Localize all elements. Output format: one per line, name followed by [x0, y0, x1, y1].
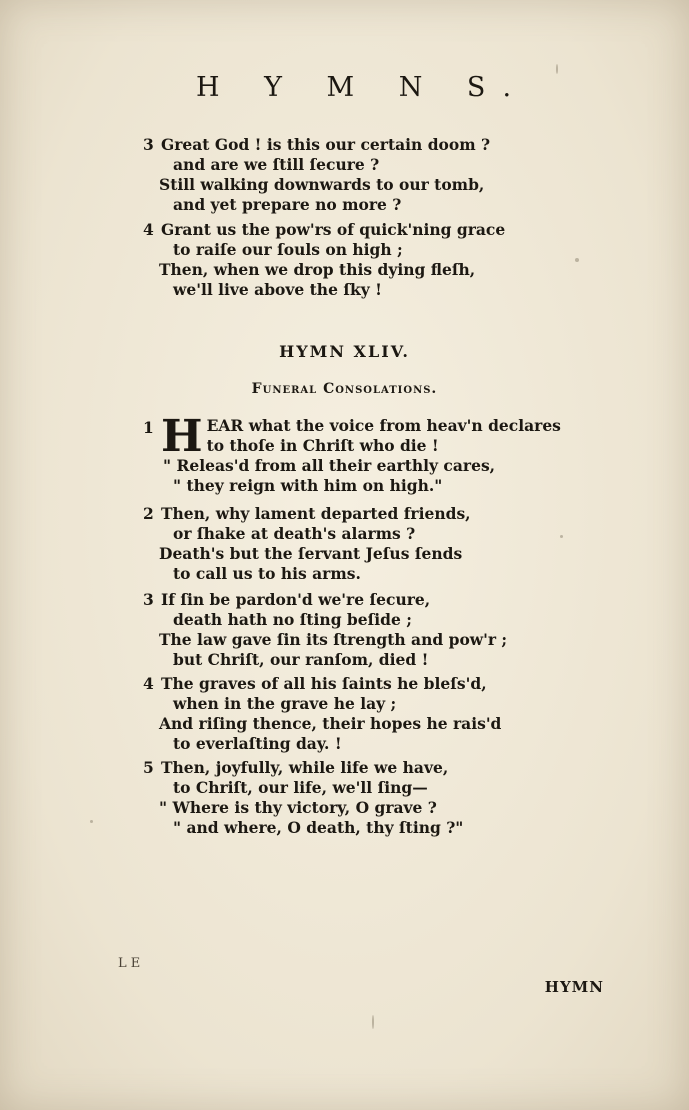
stanza-number: 4 — [143, 674, 154, 693]
stanza-3 — [143, 590, 507, 670]
stanza-line: Then, joyfully, while life we have, — [161, 758, 449, 777]
stanza-5 — [143, 758, 463, 838]
stanza-line: and yet prepare no more ? — [173, 195, 402, 214]
stanza-line: but Chriſt, our ranſom, died ! — [173, 650, 429, 669]
stanza-line: to Chriſt, our life, we'll ſing— — [173, 778, 428, 797]
stanza-line: EAR what the voice from heav'n declares — [206, 416, 561, 435]
stanza-2 — [143, 504, 471, 584]
stanza-number: 1 — [143, 418, 154, 437]
stanza-line: If ſin be pardon'd we're ſecure, — [161, 590, 431, 609]
stanza-line: " and where, O death, thy ſting ?" — [173, 818, 464, 837]
stanza-line: death hath no ſting beſide ; — [173, 610, 413, 629]
stanza-line: The graves of all his ſaints he bleſs'd, — [161, 674, 487, 693]
stanza-number: 3 — [143, 590, 154, 609]
stanza-line: we'll live above the ſky ! — [173, 280, 382, 299]
paper-speck — [575, 258, 579, 262]
stanza-line: Then, when we drop this dying fleſh, — [159, 260, 476, 279]
stanza-line: Death's but the ſervant Jeſus ſends — [159, 544, 463, 563]
signature-mark: L E — [118, 956, 141, 971]
stanza-1 — [143, 411, 561, 496]
stanza-number: 5 — [143, 758, 154, 777]
stanza-line: The law gave ſin its ſtrength and pow'r ; — [159, 630, 508, 649]
stanza-number: 2 — [143, 504, 154, 523]
stanza-number: 3 — [143, 135, 154, 154]
stanza-top-3 — [143, 135, 490, 215]
stanza-line: to raiſe our ſouls on high ; — [173, 240, 403, 259]
stanza-line: Then, why lament departed friends, — [161, 504, 471, 523]
catchword: HYMN — [544, 978, 604, 996]
paper-speck — [90, 820, 93, 823]
stanza-line: Grant us the pow'rs of quick'ning grace — [161, 220, 506, 239]
stanza-top-4 — [143, 220, 505, 300]
running-header: H Y M N S. — [195, 72, 530, 103]
paper-speck — [556, 64, 558, 74]
stanza-line: Great God ! is this our certain doom ? — [161, 135, 491, 154]
paper-speck — [372, 1015, 374, 1029]
paper-speck — [560, 535, 563, 538]
hymn-title: HYMN XLIV. — [279, 342, 410, 361]
stanza-line: when in the grave he lay ; — [173, 694, 397, 713]
stanza-number: 4 — [143, 220, 154, 239]
stanza-line: " they reign with him on high." — [173, 476, 443, 495]
stanza-4 — [143, 674, 501, 754]
stanza-line: to everlaſting day. ! — [173, 734, 342, 753]
stanza-line: " Releas'd from all their earthly cares, — [163, 456, 496, 475]
drop-cap: H — [161, 411, 203, 462]
stanza-line: " Where is thy victory, O grave ? — [159, 798, 437, 817]
stanza-line: to thoſe in Chriſt who die ! — [206, 436, 439, 455]
stanza-line: Still walking downwards to our tomb, — [159, 175, 485, 194]
stanza-line: and are we ſtill ſecure ? — [173, 155, 380, 174]
stanza-line: to call us to his arms. — [173, 564, 361, 583]
hymn-subtitle: Funeral Consolations. — [251, 381, 438, 397]
stanza-line: And riſing thence, their hopes he rais'd — [159, 714, 502, 733]
stanza-line: or ſhake at death's alarms ? — [173, 524, 416, 543]
